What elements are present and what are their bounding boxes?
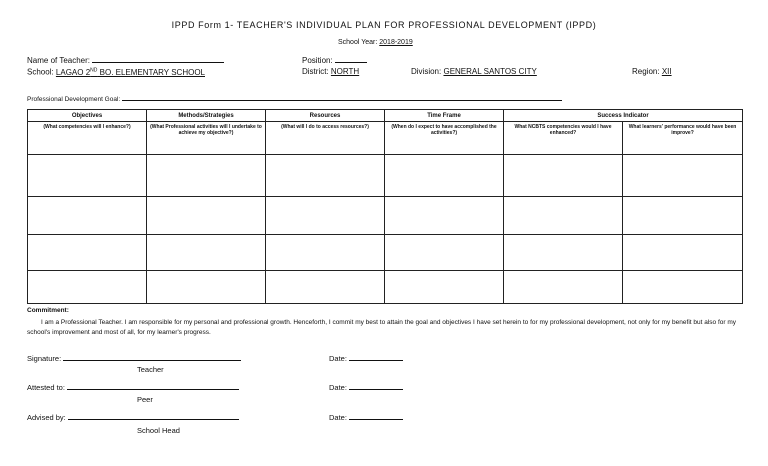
school-field	[27, 67, 205, 77]
table-cell[interactable]	[147, 155, 266, 197]
table-cell[interactable]	[623, 197, 743, 235]
table-cell[interactable]	[147, 271, 266, 304]
advised-label: Advised by:	[27, 413, 66, 422]
table-cell[interactable]	[504, 271, 623, 304]
date-label: Date:	[329, 383, 347, 392]
school-label: School:	[27, 67, 54, 77]
date-line[interactable]	[349, 352, 403, 361]
table-cell[interactable]	[623, 271, 743, 304]
table-cell[interactable]	[266, 197, 385, 235]
form-title: IPPD Form 1- TEACHER'S INDIVIDUAL PLAN FOR PROFESSIONAL DEVELOPMENT (IPPD)	[171, 20, 597, 30]
signature-label: Signature:	[27, 354, 62, 363]
table-cell[interactable]	[385, 197, 504, 235]
teacher-name-label: Name of Teacher:	[27, 56, 90, 65]
subheader-methods: (What Professional activities will I undertake to achieve my objective?)	[147, 122, 266, 155]
goal-line	[122, 94, 562, 101]
table-row	[28, 235, 743, 271]
signature-role-head: School Head	[137, 426, 180, 435]
signature-row-teacher	[27, 352, 241, 363]
header-objectives: Objectives	[28, 110, 147, 122]
date-label: Date:	[329, 413, 347, 422]
table-cell[interactable]	[385, 155, 504, 197]
region-field	[632, 67, 672, 76]
commitment-text: I am a Professional Teacher. I am responsible for my personal and professional growth. Henceforth, I commit my best to attain the goal and objectives I have set herein to for my professional development, not only for my benefit but also for my school's improvement and most of all, for my learner's progress.	[27, 319, 737, 336]
position-field	[302, 54, 367, 65]
table-header-row	[28, 110, 743, 122]
table-cell[interactable]	[623, 235, 743, 271]
date-field-peer	[329, 381, 403, 392]
table-row	[28, 155, 743, 197]
school-value: LAGAO 2ND BO. ELEMENTARY SCHOOL	[55, 67, 205, 77]
subheader-learners: What learners' performance would have been improve?	[623, 122, 743, 155]
signature-line[interactable]	[67, 381, 239, 390]
attested-label: Attested to:	[27, 383, 65, 392]
region-value: XII	[661, 67, 672, 76]
header-resources: Resources	[266, 110, 385, 122]
position-label: Position:	[302, 56, 333, 65]
table-cell[interactable]	[266, 155, 385, 197]
region-label: Region:	[632, 67, 660, 76]
table-row	[28, 197, 743, 235]
signature-line[interactable]	[63, 352, 241, 361]
header-methods: Methods/Strategies	[147, 110, 266, 122]
table-cell[interactable]	[266, 235, 385, 271]
division-label: Division:	[411, 67, 442, 76]
district-label: District:	[302, 67, 329, 76]
table-cell[interactable]	[147, 235, 266, 271]
table-cell[interactable]	[623, 155, 743, 197]
date-label: Date:	[329, 354, 347, 363]
date-field-teacher	[329, 352, 403, 363]
table-subheader-row	[28, 122, 743, 155]
subheader-resources: (What will I do to access resources?)	[266, 122, 385, 155]
school-year-value: 2018-2019	[379, 39, 413, 46]
division-field	[411, 67, 537, 76]
subheader-objectives: (What competencies will I enhance?)	[28, 122, 147, 155]
table-row	[28, 271, 743, 304]
table-cell[interactable]	[147, 197, 266, 235]
subheader-time-frame: (When do I expect to have accomplished the activities?)	[385, 122, 504, 155]
signature-row-peer	[27, 381, 239, 392]
division-value: GENERAL SANTOS CITY	[443, 67, 537, 76]
signature-line[interactable]	[68, 411, 239, 420]
header-time-frame: Time Frame	[385, 110, 504, 122]
signature-role-peer: Peer	[137, 395, 153, 404]
table-cell[interactable]	[385, 271, 504, 304]
goal-field	[27, 94, 562, 103]
commitment-heading: Commitment:	[27, 307, 69, 314]
teacher-name-field	[27, 54, 224, 65]
date-field-head	[329, 411, 403, 422]
school-year	[338, 39, 413, 46]
district-field	[302, 67, 359, 76]
signature-role-teacher: Teacher	[137, 365, 164, 374]
table-cell[interactable]	[504, 155, 623, 197]
subheader-ncbts: What NCBTS competencies would I have enhanced?	[504, 122, 623, 155]
date-line[interactable]	[349, 381, 403, 390]
table-cell[interactable]	[504, 197, 623, 235]
date-line[interactable]	[349, 411, 403, 420]
teacher-name-line	[92, 54, 224, 63]
signature-row-head	[27, 411, 239, 422]
header-success-indicator: Success Indicator	[504, 110, 743, 122]
position-line	[335, 54, 367, 63]
district-value: NORTH	[330, 67, 360, 76]
table-cell[interactable]	[385, 235, 504, 271]
ippd-table	[27, 109, 743, 304]
goal-label: Professional Development Goal:	[27, 96, 121, 103]
school-year-label: School Year:	[338, 39, 378, 46]
table-cell[interactable]	[504, 235, 623, 271]
table-cell[interactable]	[28, 155, 147, 197]
table-cell[interactable]	[28, 271, 147, 304]
table-cell[interactable]	[266, 271, 385, 304]
table-cell[interactable]	[28, 197, 147, 235]
table-cell[interactable]	[28, 235, 147, 271]
